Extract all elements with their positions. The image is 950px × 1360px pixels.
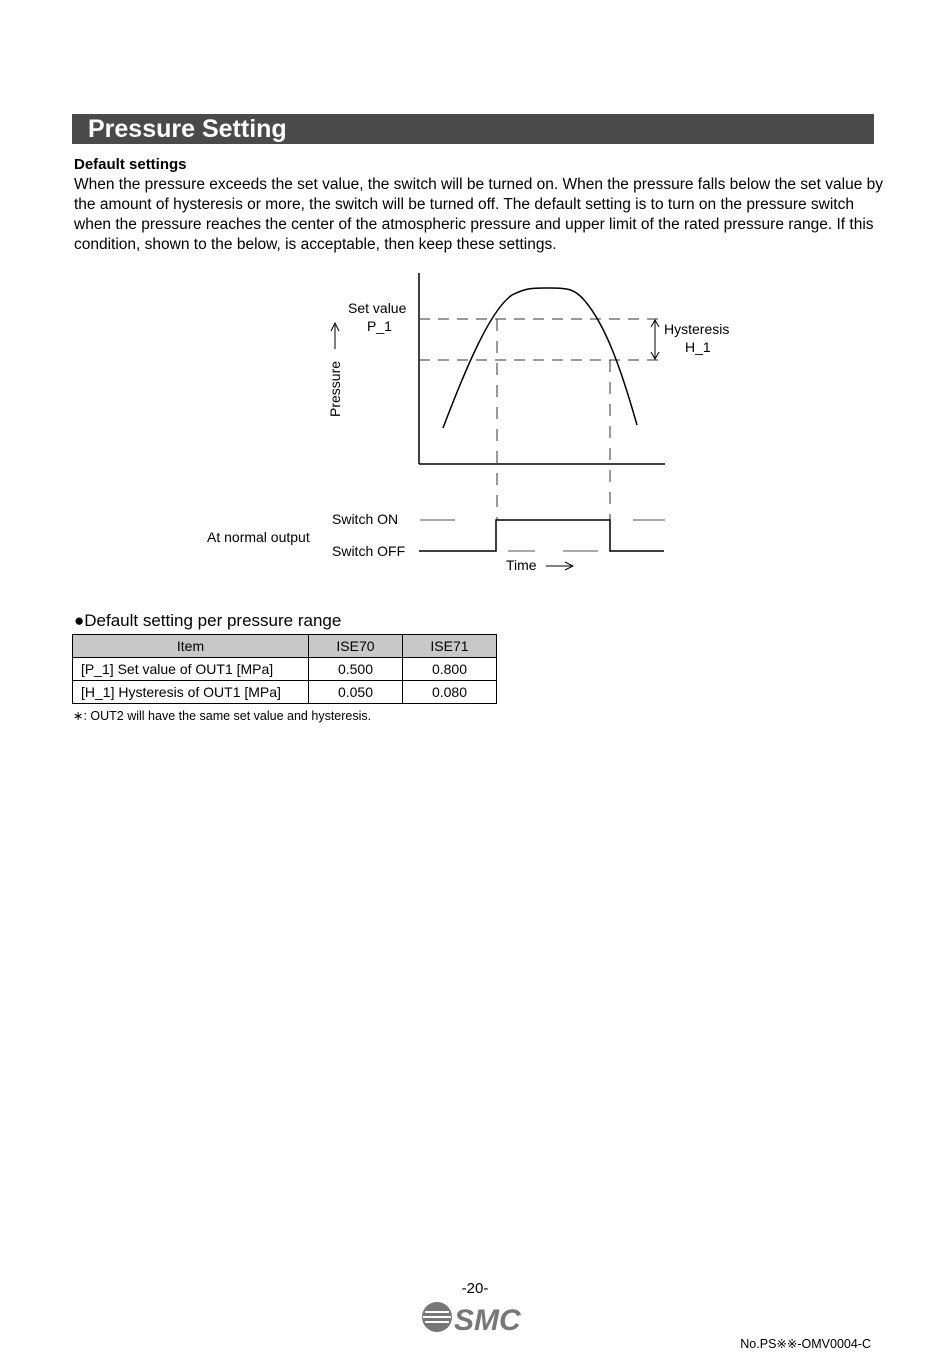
table-row: [73, 658, 497, 681]
header-ise71: ISE71: [403, 635, 497, 658]
section-title: Pressure Setting: [72, 114, 874, 144]
page-number: -20-: [461, 1280, 489, 1297]
row-value-ise70: 0.500: [309, 658, 403, 681]
time-axis-label: Time: [506, 557, 537, 573]
row-value-ise71: 0.800: [403, 658, 497, 681]
pressure-curve: [443, 288, 637, 428]
hysteresis-label: Hysteresis: [664, 321, 730, 337]
row-value-ise70: 0.050: [309, 681, 403, 704]
smc-logo: [420, 1300, 530, 1334]
description-paragraph: When the pressure exceeds the set value, the switch will be turned on. When the pressure falls below the set value by the amount of hysteresis or more, the switch will be turned off. The default setting is to turn on the pressure switch when the pressure reaches the center of the atmospheric pressure and upper limit of the rated pressure range. If this condition, shown to the below, is acceptable, then keep these settings.: [74, 176, 884, 253]
row-item: [P_1] Set value of OUT1 [MPa]: [73, 658, 309, 681]
pressure-switch-diagram: [190, 265, 750, 585]
normal-output-label: At normal output: [207, 529, 310, 545]
header-item: Item: [73, 635, 309, 658]
switch-off-label: Switch OFF: [332, 543, 406, 559]
switch-on-label: Switch ON: [332, 511, 399, 527]
header-ise70: ISE70: [309, 635, 403, 658]
table-header-row: [73, 635, 497, 658]
p1-label: P_1: [367, 318, 392, 334]
row-item: [H_1] Hysteresis of OUT1 [MPa]: [73, 681, 309, 704]
table-title: ●Default setting per pressure range: [74, 611, 342, 630]
row-value-ise71: 0.080: [403, 681, 497, 704]
default-settings-table: [72, 634, 497, 704]
set-value-label: Set value: [348, 300, 407, 316]
h1-label: H_1: [685, 339, 711, 355]
switch-output-signal: [419, 520, 664, 551]
svg-text:SMC: SMC: [454, 1304, 521, 1334]
subheading-default-settings: Default settings: [74, 156, 187, 173]
footnote: ∗: OUT2 will have the same set value and hysteresis.: [73, 709, 372, 723]
document-number: No.PS※※-OMV0004-C: [740, 1337, 871, 1351]
pressure-axis-label: Pressure: [327, 360, 343, 417]
table-row: [73, 681, 497, 704]
